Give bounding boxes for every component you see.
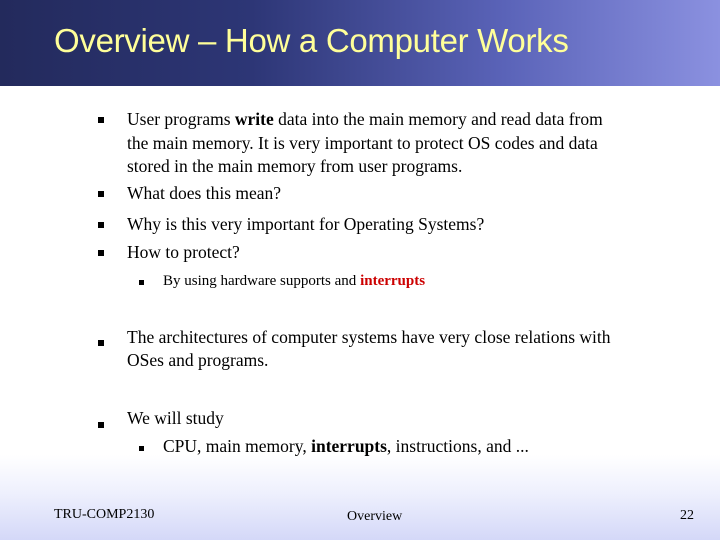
interrupts-highlight: interrupts (360, 273, 426, 289)
bullet-marker (98, 422, 104, 428)
bullet-write-line-1 (127, 108, 603, 131)
slide-title: Overview – How a Computer Works (54, 22, 569, 59)
bullet-write-line-3: stored in the main memory from user programs. (127, 156, 463, 176)
bullet-what-does-this-mean: What does this mean? (127, 183, 282, 203)
footer-section-title: Overview (347, 509, 403, 524)
sub-bullet-marker (139, 446, 144, 451)
bullet-architectures-line-1: The architectures of computer systems have very close relations with (127, 327, 611, 347)
bullet-write-text-start: User programs (127, 109, 235, 129)
sub-bullet-marker (139, 280, 144, 285)
bullet-why-important: Why is this very important for Operating Systems? (127, 214, 485, 234)
study-topics-start: CPU, main memory, (163, 436, 312, 456)
bullet-how-to-protect: How to protect? (127, 242, 240, 262)
study-topics-keyword: interrupts (311, 436, 387, 456)
bullet-marker (98, 117, 104, 123)
bullet-write-text-end: data into the main memory and read data from (273, 109, 603, 129)
sub-bullet-study-topics (163, 435, 529, 458)
bullet-marker (98, 191, 104, 197)
bullet-marker (98, 340, 104, 346)
bullet-marker (98, 250, 104, 256)
bullet-write-keyword: write (234, 109, 274, 129)
study-topics-end: , instructions, and ... (386, 436, 529, 456)
bullet-we-will-study: We will study (127, 408, 224, 428)
sub-bullet-hardware-text: By using hardware supports and (163, 273, 361, 289)
footer-page-number: 22 (680, 508, 694, 523)
sub-bullet-hardware-supports (163, 270, 425, 293)
bullet-marker (98, 222, 104, 228)
bullet-write-line-2: the main memory. It is very important to protect OS codes and data (127, 133, 598, 153)
footer-course-code: TRU-COMP2130 (54, 507, 155, 522)
footer-background (0, 455, 720, 540)
bullet-architectures-line-2: OSes and programs. (127, 350, 269, 370)
